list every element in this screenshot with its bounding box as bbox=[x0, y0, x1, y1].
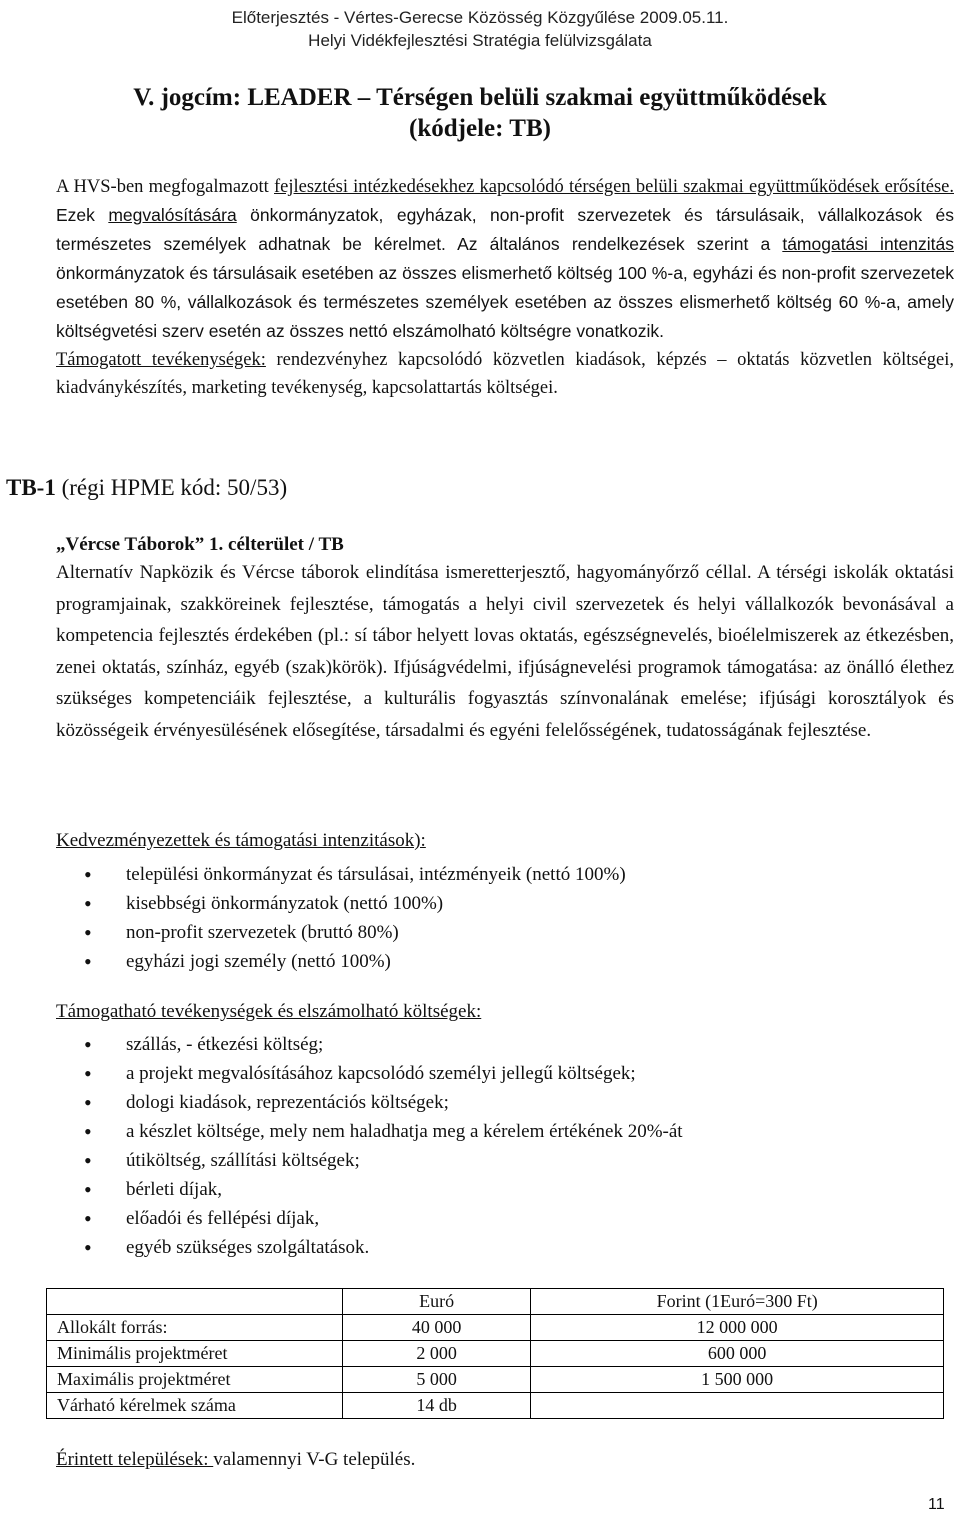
section-title bbox=[0, 82, 960, 144]
beneficiaries-heading bbox=[56, 829, 426, 853]
project-description: Alternatív Napközik és Vércse táborok elindítása ismeretterjesztő, hagyományőrző céllal. A térségi iskolák oktatási programjainak, szakköreinek fejlesztése, támogatás a helyi civil szervezetek és helyi vállalkozók bevonásával a kompetencia fejlesztés érdekében (pl.: sí tábor helyett lovas oktatás, egészségnevelés, bioélelmiszerek az étkezésben, zenei oktatás, színház, egyéb (szak)körök). Ifjúságvédelmi, ifjúságnevelési programok támogatása: az önálló élethez szükséges kompetenciáik fejlesztése, a kulturális fogyasztás színvonalának emelése; ifjúsági korosztályok és közösségeik érvényesülésének elősegítése, társadalmi és egyéni felelősségének, tudatosságának fejlesztése. bbox=[56, 562, 954, 741]
funding-table bbox=[46, 1288, 944, 1419]
intro-text-a: A HVS-ben megfogalmazott bbox=[56, 177, 274, 197]
table-cell: Allokált forrás: bbox=[47, 1315, 343, 1341]
section-title-line-1: V. jogcím: LEADER – Térségen belüli szakmai együttműködések bbox=[133, 84, 827, 111]
list-item: • előadói és fellépési díjak, bbox=[56, 1204, 916, 1233]
list-item: • dologi kiadások, reprezentációs költségek; bbox=[56, 1088, 916, 1117]
table-cell: Várható kérelmek száma bbox=[47, 1393, 343, 1419]
list-item: • egyéb szükséges szolgáltatások. bbox=[56, 1233, 916, 1262]
list-item: • útiköltség, szállítási költségek; bbox=[56, 1146, 916, 1175]
beneficiaries-list bbox=[56, 860, 916, 976]
table-cell: 600 000 bbox=[531, 1341, 944, 1367]
header-line-2: Helyi Vidékfejlesztési Stratégia felülvizsgálata bbox=[308, 31, 652, 50]
intro-text-d: önkormányzatok és társulásaik esetében az összes elismerhető költség 100 %-a, egyházi és non-profit szervezetek esetében 80 %, vállalkozások és természetes személyek esetében az összes elismerhető költség 60 %-a, amely költségvetési szerv esetén az összes nettó elszámolható költségre vonatkozik. bbox=[56, 263, 954, 341]
table-cell bbox=[531, 1393, 944, 1419]
supported-activities-label: Támogatott tevékenységek: bbox=[56, 350, 266, 370]
table-header-cell bbox=[47, 1289, 343, 1315]
list-item: • bérleti díjak, bbox=[56, 1175, 916, 1204]
list-item: • a készlet költsége, mely nem haladhatja meg a kérelem értékének 20%-át bbox=[56, 1117, 916, 1146]
table-header-row bbox=[47, 1289, 944, 1315]
intro-underlined-3: támogatási intenzitás bbox=[782, 234, 954, 254]
affected-settlements bbox=[56, 1448, 415, 1472]
intro-text-b: Ezek bbox=[56, 205, 109, 225]
table-cell: 1 500 000 bbox=[531, 1367, 944, 1393]
intro-underlined-1: fejlesztési intézkedésekhez kapcsolódó térségen belüli szakmai együttműködések erősítése. bbox=[274, 177, 954, 197]
intro-text bbox=[56, 172, 954, 402]
table-cell: 14 db bbox=[343, 1393, 531, 1419]
affected-settlements-value: valamennyi V-G település. bbox=[213, 1449, 416, 1470]
list-item: • non-profit szervezetek (bruttó 80%) bbox=[56, 918, 916, 947]
list-item: • kisebbségi önkormányzatok (nettó 100%) bbox=[56, 889, 916, 918]
tb1-code: TB-1 bbox=[6, 475, 56, 500]
table-cell: 40 000 bbox=[343, 1315, 531, 1341]
affected-settlements-label: Érintett települések: bbox=[56, 1449, 214, 1470]
table-cell: 5 000 bbox=[343, 1367, 531, 1393]
table-row bbox=[47, 1367, 944, 1393]
table-cell: 12 000 000 bbox=[531, 1315, 944, 1341]
header-line-1: Előterjesztés - Vértes-Gerecse Közösség Közgyűlése 2009.05.11. bbox=[231, 8, 729, 27]
beneficiaries-label-text: Kedvezményezettek és támogatási intenzitások): bbox=[56, 830, 426, 851]
activities-heading bbox=[56, 1000, 481, 1024]
page-number: 11 bbox=[928, 1496, 945, 1513]
table-cell: Maximális projektméret bbox=[47, 1367, 343, 1393]
list-item: • egyházi jogi személy (nettó 100%) bbox=[56, 947, 916, 976]
table-row bbox=[47, 1341, 944, 1367]
intro-text-c: önkormányzatok, egyházak, non-profit szervezetek és társulásaik, vállalkozások és természetes személyek adhatnak be kérelmet. Az általános rendelkezések szerint a bbox=[56, 205, 954, 254]
document-header bbox=[0, 6, 960, 52]
table-cell: Minimális projektméret bbox=[47, 1341, 343, 1367]
table-header-cell: Euró bbox=[343, 1289, 531, 1315]
table-row bbox=[47, 1393, 944, 1419]
table-row bbox=[47, 1315, 944, 1341]
tb1-old-code: (régi HPME kód: 50/53) bbox=[55, 475, 288, 500]
intro-underlined-2: megvalósítására bbox=[108, 205, 237, 225]
list-item: • szállás, - étkezési költség; bbox=[56, 1030, 916, 1059]
activities-label-text: Támogatható tevékenységek és elszámolható költségek: bbox=[56, 1001, 482, 1022]
list-item: • a projekt megvalósításához kapcsolódó személyi jellegű költségek; bbox=[56, 1059, 916, 1088]
section-title-line-2: (kódjele: TB) bbox=[409, 115, 551, 142]
tb1-heading bbox=[6, 474, 287, 502]
table-cell: 2 000 bbox=[343, 1341, 531, 1367]
table-header-cell: Forint (1Euró=300 Ft) bbox=[531, 1289, 944, 1315]
supported-activities-text: rendezvényhez kapcsolódó közvetlen kiadások, képzés – oktatás közvetlen költségei, kiadványkészítés, marketing tevékenység, kapcsolattartás költségei. bbox=[56, 350, 954, 398]
project-title: „Vércse Táborok” 1. célterület / TB bbox=[56, 534, 344, 555]
list-item: • települési önkormányzat és társulásai, intézményeik (nettó 100%) bbox=[56, 860, 916, 889]
activities-list bbox=[56, 1030, 916, 1262]
